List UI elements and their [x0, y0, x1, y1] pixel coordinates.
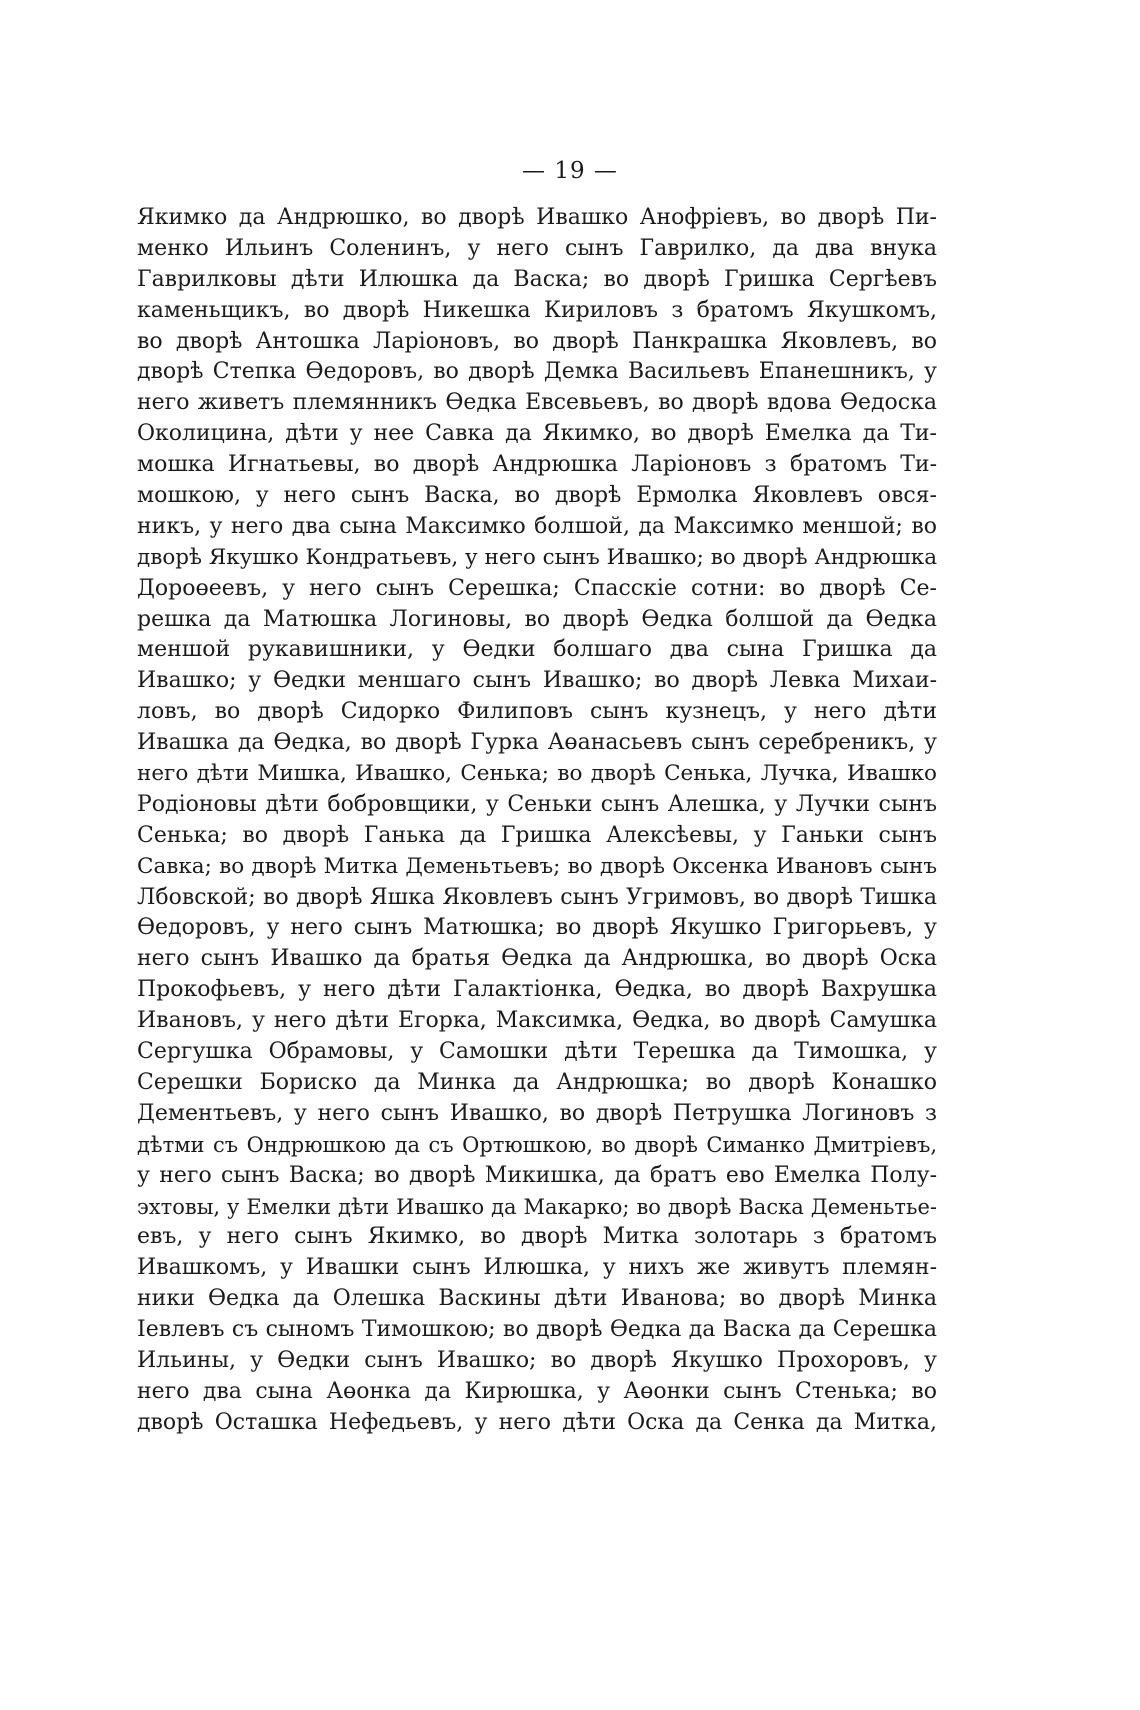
text-line: него живетъ племянникъ Өедка Евсевьевъ, во дворѣ вдова Өедоска	[137, 390, 937, 416]
text-line: него два сына Аөонка да Кирюшка, у Аөонки сынъ Стенька; во	[137, 1378, 937, 1404]
body-text	[137, 203, 937, 1439]
text-line: Ивашко; у Өедки меншаго сынъ Ивашко; во дворѣ Левка Михаи-	[137, 668, 937, 694]
text-line: во дворѣ Антошка Ларіоновъ, во дворѣ Панкрашка Яковлевъ, во	[137, 328, 937, 354]
text-line: каменьщикъ, во дворѣ Никешка Кириловъ з братомъ Якушкомъ,	[137, 297, 937, 323]
text-line: Ивашка да Өедка, во дворѣ Гурка Аөанасьевъ сынъ серебреникъ, у	[137, 730, 937, 756]
text-line: евъ, у него сынъ Якимко, во дворѣ Митка золотарь з братомъ	[137, 1224, 937, 1250]
text-line: никъ, у него два сына Максимко болшой, да Максимко меншой; во	[137, 513, 937, 539]
text-line: Сенька; во дворѣ Ганька да Гришка Алексѣевы, у Ганьки сынъ	[137, 822, 937, 848]
text-line: Іевлевъ съ сыномъ Тимошкою; во дворѣ Өедка да Васка да Серешка	[137, 1317, 937, 1343]
text-line: Дороөеевъ, у него сынъ Серешка; Спасскіе сотни: во дворѣ Се-	[137, 575, 937, 601]
text-line: мошкою, у него сынъ Васка, во дворѣ Ермолка Яковлевъ овся-	[137, 483, 937, 509]
text-line: Прокофьевъ, у него дѣти Галактіонка, Өедка, во дворѣ Вахрушка	[137, 977, 937, 1003]
text-line: дворѣ Осташка Нефедьевъ, у него дѣти Оска да Сенка да Митка,	[137, 1409, 937, 1435]
text-line: Ильины, у Өедки сынъ Ивашко; во дворѣ Якушко Прохоровъ, у	[137, 1347, 937, 1373]
text-line: Савка; во дворѣ Митка Деменьтьевъ; во дворѣ Оксенка Ивановъ сынъ	[137, 853, 937, 879]
text-line: Ивановъ, у него дѣти Егорка, Максимка, Өедка, во дворѣ Самушка	[137, 1008, 937, 1034]
text-line: Лбовской; во дворѣ Яшка Яковлевъ сынъ Угримовъ, во дворѣ Тишка	[137, 884, 937, 910]
text-line: ловъ, во дворѣ Сидорко Филиповъ сынъ кузнецъ, у него дѣти	[137, 699, 937, 725]
text-line: дворѣ Якушко Кондратьевъ, у него сынъ Ивашко; во дворѣ Андрюшка	[137, 544, 937, 570]
text-line: у него сынъ Васка; во дворѣ Микишка, да братъ ево Емелка Полу-	[137, 1162, 937, 1188]
text-line: мошка Игнатьевы, во дворѣ Андрюшка Ларіоновъ з братомъ Ти-	[137, 452, 937, 478]
text-line: Серешки Бориско да Минка да Андрюшка; во дворѣ Конашко	[137, 1069, 937, 1095]
text-line: Дементьевъ, у него сынъ Ивашко, во дворѣ Петрушка Логиновъ з	[137, 1100, 937, 1126]
text-line: меншой рукавишники, у Өедки болшаго два сына Гришка да	[137, 637, 937, 663]
page-number: — 19 —	[522, 158, 618, 184]
text-line: Родіоновы дѣти бобровщики, у Сеньки сынъ Алешка, у Лучки сынъ	[137, 791, 937, 817]
text-line: Өедоровъ, у него сынъ Матюшка; во дворѣ Якушко Григорьевъ, у	[137, 915, 937, 941]
text-line: дѣтми съ Ондрюшкою да съ Ортюшкою, во дворѣ Симанко Дмитріевъ,	[137, 1132, 937, 1157]
text-line: эхтовы, у Емелки дѣти Ивашко да Макарко; во дворѣ Васка Деменьтье-	[137, 1194, 937, 1219]
text-line: него дѣти Мишка, Ивашко, Сенька; во дворѣ Сенька, Лучка, Ивашко	[137, 761, 937, 787]
text-line: Сергушка Обрамовы, у Самошки дѣти Терешка да Тимошка, у	[137, 1039, 937, 1065]
text-line: решка да Матюшка Логиновы, во дворѣ Өедка болшой да Өедка	[137, 606, 937, 632]
text-line: дворѣ Степка Өедоровъ, во дворѣ Демка Васильевъ Епанешникъ, у	[137, 359, 937, 385]
text-line: Гаврилковы дѣти Илюшка да Васка; во дворѣ Гришка Сергѣевъ	[137, 266, 937, 292]
text-line: Околицина, дѣти у нее Савка да Якимко, во дворѣ Емелка да Ти-	[137, 421, 937, 447]
text-line: него сынъ Ивашко да братья Өедка да Андрюшка, во дворѣ Оска	[137, 946, 937, 972]
text-line: менко Ильинъ Соленинъ, у него сынъ Гаврилко, да два внука	[137, 235, 937, 261]
text-line: Якимко да Андрюшко, во дворѣ Ивашко Анофріевъ, во дворѣ Пи-	[137, 205, 937, 230]
text-line: ники Өедка да Олешка Васкины дѣти Иванова; во дворѣ Минка	[137, 1286, 937, 1312]
text-line: Ивашкомъ, у Ивашки сынъ Илюшка, у нихъ же живутъ племян-	[137, 1255, 937, 1281]
